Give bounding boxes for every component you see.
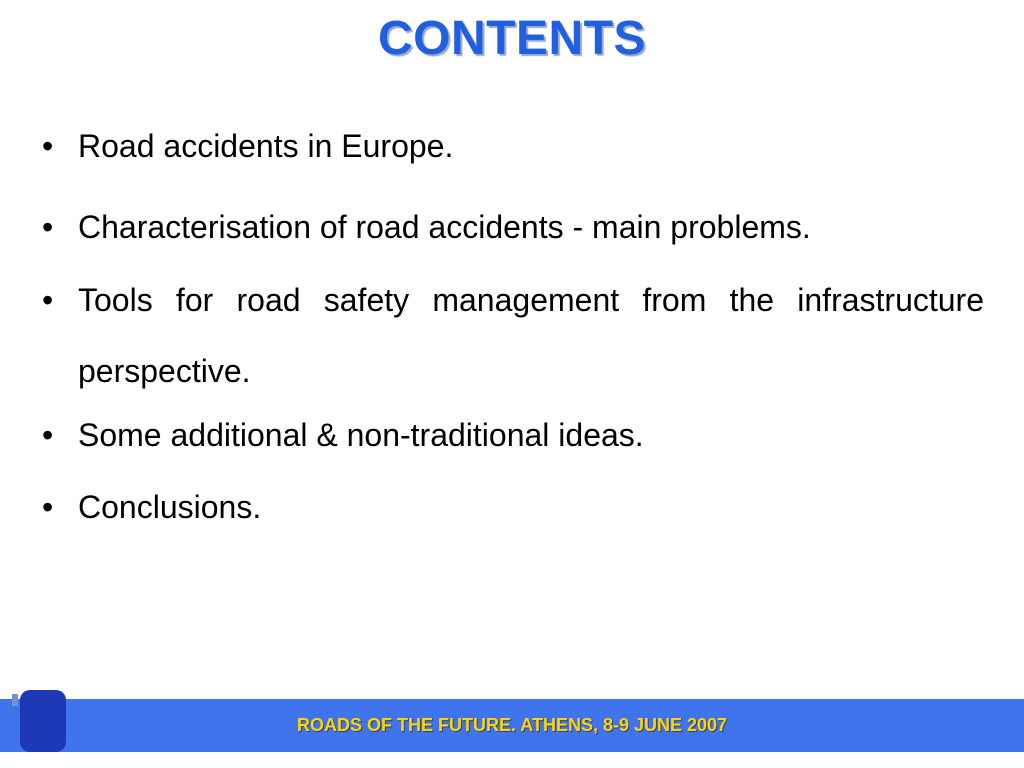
bullet-icon: • — [42, 489, 54, 525]
bullet-icon: • — [42, 417, 54, 453]
bullet-icon: • — [42, 282, 54, 318]
list-item — [36, 409, 984, 461]
footer-text: ROADS OF THE FUTURE. ATHENS, 8-9 JUNE 2007 — [296, 715, 728, 735]
list-item-text: Road accidents in Europe. — [78, 128, 454, 164]
organization-logo-icon — [12, 688, 66, 752]
contents-list — [36, 120, 984, 553]
list-item — [36, 265, 984, 407]
list-item-text: Some additional & non-traditional ideas. — [78, 417, 644, 453]
footer-bottom-margin — [0, 752, 1024, 768]
list-item-text: Characterisation of road accidents - main problems. — [78, 209, 811, 245]
bullet-icon: • — [42, 209, 54, 245]
footer-bar — [0, 699, 1024, 752]
list-item — [36, 481, 984, 533]
list-item — [36, 192, 984, 263]
list-item — [36, 120, 984, 172]
bullet-icon: • — [42, 128, 54, 164]
list-item-text: Conclusions. — [78, 489, 262, 525]
list-item-text: Tools for road safety management from the infrastructure perspective. — [78, 282, 984, 389]
slide-title: CONTENTS — [378, 12, 646, 65]
